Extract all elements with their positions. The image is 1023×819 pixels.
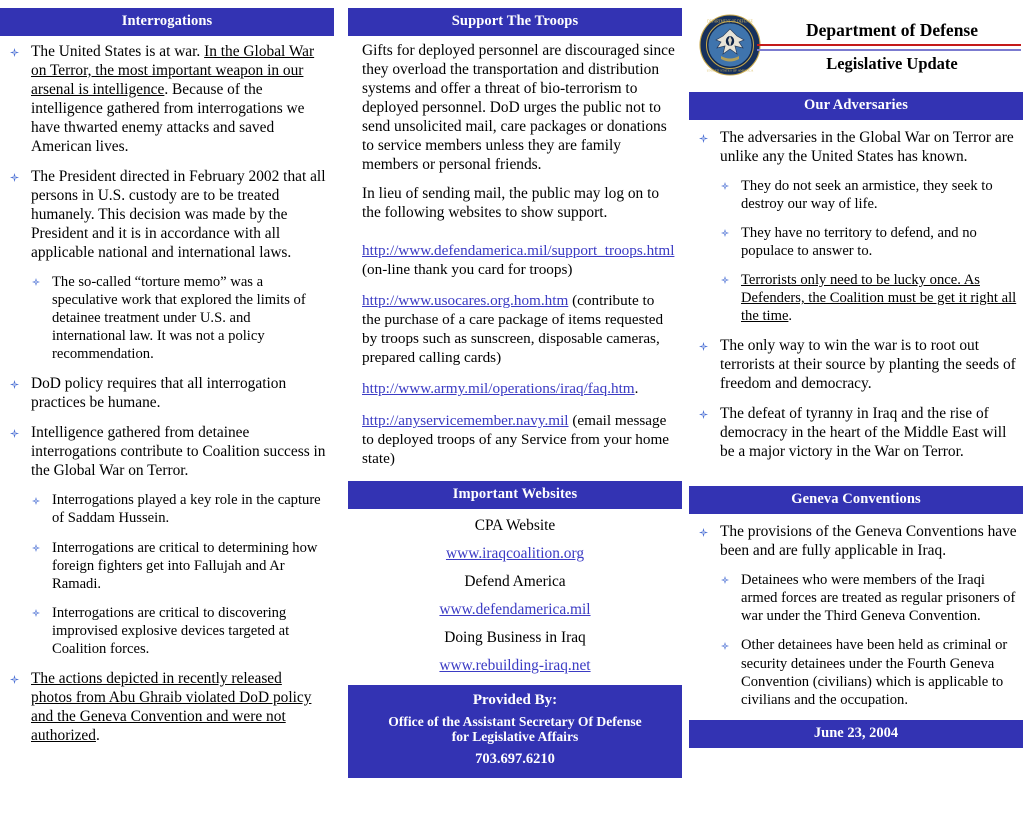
diamond-bullet-icon [721, 642, 729, 650]
provided-by-office [352, 714, 678, 744]
support-paragraph: Gifts for deployed personnel are discouraged since they overload the transportation and distribution systems and offer a threat of bio-terrorism to deployed personnel. DoD urges the public not to send unsolicited mail, care packages or donations to service members unless they are family members or personal friends. [362, 41, 675, 173]
support-link-entry [362, 412, 676, 468]
bullet-text [52, 540, 317, 592]
diamond-bullet-icon [10, 380, 19, 389]
support-link[interactable]: http://www.usocares.org.hom.htm [362, 292, 569, 310]
text-run: . [788, 308, 793, 325]
bullet-text [52, 492, 321, 526]
bullet-item-level1 [9, 42, 326, 156]
geneva-conventions-content [689, 514, 1023, 709]
link-trailing-punctuation: . [634, 380, 639, 398]
section-header-support-the-troops: Support The Troops [348, 8, 682, 36]
website-link[interactable]: www.rebuilding-iraq.net [439, 657, 591, 675]
diamond-bullet-icon [32, 278, 40, 286]
website-link[interactable]: www.iraqcoalition.org [445, 545, 585, 563]
bullet-text [31, 43, 314, 155]
bullet-text [741, 178, 993, 212]
text-run: Other detainees have been held as criminal or security detainees under the Fourth Geneva Convention (civilians) which is applicable to civilians and the occupation. [741, 637, 1008, 708]
diamond-bullet-icon [32, 544, 40, 552]
masthead-title: Department of Defense [805, 20, 979, 40]
support-troops-intro [348, 36, 682, 222]
text-run: The only way to win the war is to root out terrorists at their source by planting the seeds of freedom and democracy. [720, 337, 1016, 393]
bullet-item-level2 [31, 539, 326, 593]
diamond-bullet-icon [699, 342, 708, 351]
website-label: Doing Business in Iraq [444, 629, 586, 647]
text-run: The President directed in February 2002 that all persons in U.S. custody are to be treated humanely. This decision was made by the President and it is in accordance with all applicable national and international laws. [31, 167, 326, 261]
text-run: The so-called “torture memo” was a speculative work that explored the limits of detainee treatment under U.S. and international law. It was not a policy recommendation. [52, 273, 306, 363]
support-link-entry [362, 242, 676, 280]
provided-by-office-line1: Office of the Assistant Secretary Of Defense [388, 714, 642, 730]
section-header-our-adversaries: Our Adversaries [689, 92, 1023, 120]
masthead-blue-rule [757, 49, 1021, 51]
bullet-item-level2 [720, 177, 1017, 213]
diamond-bullet-icon [32, 497, 40, 505]
text-run: The provisions of the Geneva Conventions have been and are fully applicable in Iraq. [720, 523, 1017, 560]
provided-by-phone: 703.697.6210 [475, 750, 555, 767]
support-link-entry [362, 380, 676, 399]
section-header-interrogations: Interrogations [0, 8, 334, 36]
text-run: . [95, 727, 100, 745]
bullet-item-level1 [698, 336, 1017, 393]
text-run: The defeat of tyranny in Iraq and the rise of democracy in the heart of the Middle East will be a major victory in the War on Terror. [720, 405, 1007, 461]
bullet-text [31, 670, 311, 744]
left-column [0, 0, 334, 756]
text-run: The United States is at war. [31, 42, 205, 60]
department-of-defense-seal-icon [699, 14, 761, 76]
support-links-block [348, 232, 682, 469]
masthead-subtitle: Legislative Update [826, 54, 958, 73]
text-run: . Because of the intelligence gathered from interrogations we have thwarted enemy attacks and saved American lives. [31, 80, 305, 155]
diamond-bullet-icon [699, 528, 708, 537]
bullet-item-level2 [31, 273, 326, 363]
text-run: The adversaries in the Global War on Terror are unlike any the United States has known. [720, 128, 1014, 165]
diamond-bullet-icon [10, 48, 19, 57]
adversaries-list [693, 128, 1017, 462]
website-link[interactable]: www.defendamerica.mil [439, 601, 591, 619]
support-link[interactable]: http://www.army.mil/operations/iraq/faq.htm [362, 380, 635, 398]
masthead [689, 0, 1023, 92]
bullet-item-level1 [698, 404, 1017, 461]
bullet-item-level1 [9, 423, 326, 480]
sub-bullet-list [693, 177, 1017, 326]
bullet-item-level2 [720, 571, 1017, 625]
bullet-text [720, 405, 1006, 460]
support-link-entry [362, 292, 676, 367]
masthead-red-rule [757, 44, 1021, 46]
bullet-item-level1 [9, 669, 326, 745]
svg-text:UNITED STATES OF AMERICA: UNITED STATES OF AMERICA [706, 68, 754, 73]
bullet-text [52, 605, 289, 657]
sub-bullet-list [4, 273, 326, 363]
sub-bullet-list [4, 491, 326, 658]
date-bar: June 23, 2004 [689, 720, 1023, 748]
bullet-text [741, 572, 1015, 624]
bullet-item-level2 [720, 636, 1017, 708]
section-header-geneva-conventions: Geneva Conventions [689, 486, 1023, 514]
geneva-list [693, 522, 1017, 709]
diamond-bullet-icon [721, 576, 729, 584]
section-header-important-websites: Important Websites [348, 481, 682, 509]
middle-column [348, 0, 682, 778]
diamond-bullet-icon [699, 410, 708, 419]
bullet-item-level2 [720, 271, 1017, 325]
bullet-text [741, 272, 1016, 324]
diamond-bullet-icon [10, 173, 19, 182]
text-run: They do not seek an armistice, they seek to destroy our way of life. [741, 177, 993, 212]
provided-by-block [348, 685, 682, 777]
diamond-bullet-icon [721, 276, 729, 284]
bullet-text [720, 523, 1017, 559]
provided-by-office-line2: for Legislative Affairs [451, 729, 579, 745]
bullet-item-level1 [698, 128, 1017, 166]
bullet-text [741, 225, 977, 259]
support-paragraph: In lieu of sending mail, the public may log on to the following websites to show support. [362, 184, 660, 221]
svg-text:DEPARTMENT OF DEFENSE: DEPARTMENT OF DEFENSE [707, 19, 753, 24]
diamond-bullet-icon [721, 229, 729, 237]
text-run: Detainees who were members of the Iraqi armed forces are treated as regular prisoners of war under the Third Geneva Convention. [741, 572, 1016, 625]
support-link-note: (on-line thank you card for troops) [362, 260, 573, 278]
bullet-text [31, 424, 326, 479]
bullet-item-level2 [31, 491, 326, 527]
diamond-bullet-icon [10, 429, 19, 438]
underlined-run: The actions depicted in recently released photos from Abu Ghraib violated DoD policy and the Geneva Convention and were not authorized [31, 670, 312, 745]
provided-by-title: Provided By: [472, 692, 558, 709]
text-run: Interrogations played a key role in the capture of Saddam Hussein. [52, 492, 321, 527]
bullet-item-level1 [698, 522, 1017, 560]
support-link[interactable]: http://www.defendamerica.mil/support_troops.html [362, 241, 675, 259]
support-link[interactable]: http://anyservicemember.navy.mil [362, 412, 569, 430]
underlined-run: Terrorists only need to be lucky once. As Defenders, the Coalition must be get it right all the time [741, 272, 1017, 325]
text-run: They have no territory to defend, and no populace to answer to. [741, 224, 977, 259]
bullet-item-level1 [9, 167, 326, 262]
important-websites-list [348, 509, 682, 685]
diamond-bullet-icon [699, 134, 708, 143]
text-run: Intelligence gathered from detainee interrogations contribute to Coalition success in the Global War on Terror. [31, 424, 326, 480]
bullet-text [741, 637, 1007, 707]
bullet-item-level1 [9, 374, 326, 412]
interrogations-list [4, 42, 326, 746]
text-run: Interrogations are critical to discovering improvised explosive devices targeted at Coalition forces. [52, 604, 290, 658]
support-link-note: (email message to deployed troops of any Service from your home state) [362, 412, 670, 467]
diamond-bullet-icon [10, 675, 19, 684]
interrogations-content [0, 36, 334, 746]
right-column [689, 0, 1023, 748]
diamond-bullet-icon [32, 609, 40, 617]
bullet-text [720, 337, 1016, 392]
support-link-note: (contribute to the purchase of a care package of items requested by troops such as sunscreen, disposable cameras, prepared calling cards) [362, 292, 664, 366]
text-run: DoD policy requires that all interrogation practices be humane. [31, 375, 287, 412]
website-label: CPA Website [474, 517, 556, 535]
website-label: Defend America [464, 573, 566, 591]
diamond-bullet-icon [721, 182, 729, 190]
text-run: Interrogations are critical to determining how foreign fighters get into Fallujah and Ar Ramadi. [52, 539, 318, 592]
bullet-text [52, 274, 306, 362]
underlined-run: In the Global War on Terror, the most important weapon in our arsenal is intelligence [31, 42, 315, 98]
bullet-text [31, 375, 286, 411]
bullet-text [31, 168, 325, 261]
sub-bullet-list [693, 571, 1017, 709]
bullet-text [720, 129, 1014, 165]
bullet-item-level2 [720, 224, 1017, 260]
our-adversaries-content [689, 120, 1023, 462]
bullet-item-level2 [31, 604, 326, 658]
